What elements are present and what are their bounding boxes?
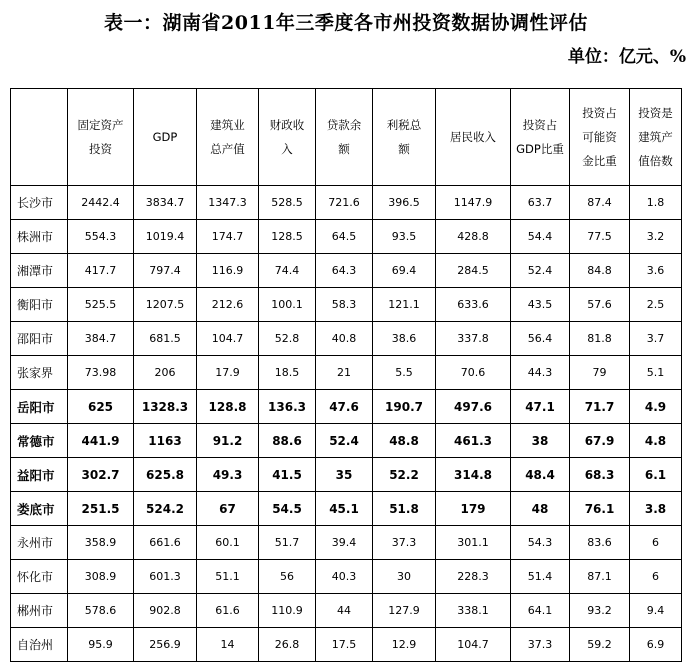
table-cell: 64.1 <box>511 594 570 628</box>
row-city-name: 衡阳市 <box>11 288 68 322</box>
table-cell: 41.5 <box>259 458 316 492</box>
column-header <box>630 89 682 186</box>
table-cell: 88.6 <box>259 424 316 458</box>
table-cell: 100.1 <box>259 288 316 322</box>
table-cell: 58.3 <box>316 288 373 322</box>
table-cell: 308.9 <box>68 560 134 594</box>
table-cell: 67 <box>197 492 259 526</box>
column-header-line: 固定资产 <box>77 118 124 132</box>
column-header-line: GDP比重 <box>516 142 564 156</box>
unit-label: 单位：亿元、% <box>567 47 686 67</box>
table-cell: 76.1 <box>570 492 630 526</box>
table-cell: 63.7 <box>511 186 570 220</box>
row-city-name: 湘潭市 <box>11 254 68 288</box>
table-row <box>11 526 682 560</box>
table-cell: 601.3 <box>134 560 197 594</box>
table-cell: 3834.7 <box>134 186 197 220</box>
table-cell: 9.4 <box>630 594 682 628</box>
table-row <box>11 288 682 322</box>
table-cell: 70.6 <box>436 356 511 390</box>
table-cell: 314.8 <box>436 458 511 492</box>
table-cell: 384.7 <box>68 322 134 356</box>
table-cell: 428.8 <box>436 220 511 254</box>
table-cell: 56 <box>259 560 316 594</box>
table-cell: 79 <box>570 356 630 390</box>
column-header <box>316 89 373 186</box>
column-header-line: 建筑产 <box>638 130 673 144</box>
table-cell: 358.9 <box>68 526 134 560</box>
table-cell: 525.5 <box>68 288 134 322</box>
column-header <box>68 89 134 186</box>
table-cell: 48.4 <box>511 458 570 492</box>
table-row <box>11 322 682 356</box>
table-cell: 93.2 <box>570 594 630 628</box>
table-cell: 64.5 <box>316 220 373 254</box>
table-cell: 83.6 <box>570 526 630 560</box>
table-cell: 6 <box>630 560 682 594</box>
table-cell: 127.9 <box>373 594 436 628</box>
table-cell: 51.7 <box>259 526 316 560</box>
table-cell: 256.9 <box>134 628 197 662</box>
table-cell: 81.8 <box>570 322 630 356</box>
table-cell: 301.1 <box>436 526 511 560</box>
table-cell: 59.2 <box>570 628 630 662</box>
table-row <box>11 424 682 458</box>
table-cell: 1207.5 <box>134 288 197 322</box>
column-header-line: GDP <box>152 130 178 144</box>
table-cell: 26.8 <box>259 628 316 662</box>
row-city-name: 株洲市 <box>11 220 68 254</box>
table-cell: 51.4 <box>511 560 570 594</box>
table-cell: 6.9 <box>630 628 682 662</box>
table-cell: 1.8 <box>630 186 682 220</box>
table-cell: 3.2 <box>630 220 682 254</box>
table-cell: 174.7 <box>197 220 259 254</box>
table-cell: 52.4 <box>511 254 570 288</box>
table-cell: 110.9 <box>259 594 316 628</box>
table-cell: 206 <box>134 356 197 390</box>
table-cell: 39.4 <box>316 526 373 560</box>
table-cell: 902.8 <box>134 594 197 628</box>
column-header-line: 值倍数 <box>638 154 673 168</box>
row-city-name: 长沙市 <box>11 186 68 220</box>
table-cell: 461.3 <box>436 424 511 458</box>
table-cell: 121.1 <box>373 288 436 322</box>
column-header-line: 可能资 <box>582 130 617 144</box>
column-header-line: 投资是 <box>638 106 673 120</box>
table-cell: 51.1 <box>197 560 259 594</box>
table-cell: 51.8 <box>373 492 436 526</box>
column-header-line: 投资占 <box>522 118 558 132</box>
table-row <box>11 628 682 662</box>
table-cell: 338.1 <box>436 594 511 628</box>
table-cell: 2442.4 <box>68 186 134 220</box>
table-cell: 524.2 <box>134 492 197 526</box>
table-cell: 44 <box>316 594 373 628</box>
table-row <box>11 356 682 390</box>
table-cell: 228.3 <box>436 560 511 594</box>
table-cell: 797.4 <box>134 254 197 288</box>
table-cell: 61.6 <box>197 594 259 628</box>
table-cell: 6 <box>630 526 682 560</box>
table-cell: 4.8 <box>630 424 682 458</box>
row-city-name: 娄底市 <box>11 492 68 526</box>
table-row <box>11 594 682 628</box>
column-header <box>436 89 511 186</box>
column-header-line: 总产值 <box>210 142 245 156</box>
column-header-line: 建筑业 <box>210 118 245 132</box>
table-cell: 67.9 <box>570 424 630 458</box>
column-header-line: 投资 <box>89 142 112 156</box>
investment-table <box>10 88 682 662</box>
table-cell: 625.8 <box>134 458 197 492</box>
column-header-line: 利税总 <box>386 118 422 132</box>
row-city-name: 永州市 <box>11 526 68 560</box>
table-cell: 396.5 <box>373 186 436 220</box>
table-cell: 1163 <box>134 424 197 458</box>
table-cell: 43.5 <box>511 288 570 322</box>
table-cell: 497.6 <box>436 390 511 424</box>
table-cell: 128.5 <box>259 220 316 254</box>
table-cell: 48 <box>511 492 570 526</box>
table-cell: 37.3 <box>511 628 570 662</box>
table-cell: 40.3 <box>316 560 373 594</box>
column-header <box>197 89 259 186</box>
table-cell: 681.5 <box>134 322 197 356</box>
table-cell: 251.5 <box>68 492 134 526</box>
table-cell: 2.5 <box>630 288 682 322</box>
table-cell: 35 <box>316 458 373 492</box>
table-cell: 56.4 <box>511 322 570 356</box>
header-cell-empty <box>11 89 68 186</box>
row-city-name: 邵阳市 <box>11 322 68 356</box>
column-header-line: 财政收 <box>269 118 305 132</box>
table-cell: 625 <box>68 390 134 424</box>
table-cell: 47.6 <box>316 390 373 424</box>
table-cell: 54.4 <box>511 220 570 254</box>
table-cell: 95.9 <box>68 628 134 662</box>
table-cell: 179 <box>436 492 511 526</box>
table-cell: 60.1 <box>197 526 259 560</box>
table-cell: 87.1 <box>570 560 630 594</box>
table-cell: 57.6 <box>570 288 630 322</box>
table-cell: 661.6 <box>134 526 197 560</box>
table-cell: 4.9 <box>630 390 682 424</box>
table-cell: 417.7 <box>68 254 134 288</box>
column-header <box>373 89 436 186</box>
table-row <box>11 220 682 254</box>
table-cell: 104.7 <box>436 628 511 662</box>
table-cell: 93.5 <box>373 220 436 254</box>
header-row <box>11 89 682 186</box>
row-city-name: 张家界 <box>11 356 68 390</box>
table-cell: 1147.9 <box>436 186 511 220</box>
row-city-name: 岳阳市 <box>11 390 68 424</box>
row-city-name: 郴州市 <box>11 594 68 628</box>
table-cell: 3.6 <box>630 254 682 288</box>
table-cell: 212.6 <box>197 288 259 322</box>
table-cell: 302.7 <box>68 458 134 492</box>
table-cell: 52.2 <box>373 458 436 492</box>
table-cell: 116.9 <box>197 254 259 288</box>
column-header-line: 贷款余 <box>326 118 362 132</box>
column-header <box>570 89 630 186</box>
table-cell: 17.5 <box>316 628 373 662</box>
table-cell: 17.9 <box>197 356 259 390</box>
table-cell: 5.5 <box>373 356 436 390</box>
table-cell: 12.9 <box>373 628 436 662</box>
table-cell: 1019.4 <box>134 220 197 254</box>
column-header-line: 额 <box>398 142 410 156</box>
table-cell: 190.7 <box>373 390 436 424</box>
table-cell: 71.7 <box>570 390 630 424</box>
table-cell: 73.98 <box>68 356 134 390</box>
table-cell: 74.4 <box>259 254 316 288</box>
table-cell: 38.6 <box>373 322 436 356</box>
table-cell: 528.5 <box>259 186 316 220</box>
table-cell: 84.8 <box>570 254 630 288</box>
table-cell: 87.4 <box>570 186 630 220</box>
table-cell: 284.5 <box>436 254 511 288</box>
table-cell: 47.1 <box>511 390 570 424</box>
column-header-line: 金比重 <box>582 154 617 168</box>
table-cell: 38 <box>511 424 570 458</box>
table-cell: 44.3 <box>511 356 570 390</box>
row-city-name: 常德市 <box>11 424 68 458</box>
table-cell: 52.8 <box>259 322 316 356</box>
table-row <box>11 390 682 424</box>
table-cell: 441.9 <box>68 424 134 458</box>
table-title: 表一：湖南省2011年三季度各市州投资数据协调性评估 <box>104 12 588 34</box>
table-cell: 40.8 <box>316 322 373 356</box>
table-cell: 104.7 <box>197 322 259 356</box>
table-row <box>11 254 682 288</box>
table-cell: 21 <box>316 356 373 390</box>
table-row <box>11 186 682 220</box>
table-cell: 578.6 <box>68 594 134 628</box>
table-cell: 721.6 <box>316 186 373 220</box>
table-row <box>11 492 682 526</box>
column-header <box>134 89 197 186</box>
table-cell: 68.3 <box>570 458 630 492</box>
row-city-name: 怀化市 <box>11 560 68 594</box>
table-cell: 633.6 <box>436 288 511 322</box>
table-cell: 54.3 <box>511 526 570 560</box>
table-cell: 48.8 <box>373 424 436 458</box>
column-header-line: 居民收入 <box>450 130 496 144</box>
column-header <box>259 89 316 186</box>
table-cell: 77.5 <box>570 220 630 254</box>
table-cell: 30 <box>373 560 436 594</box>
table-cell: 3.8 <box>630 492 682 526</box>
table-cell: 1328.3 <box>134 390 197 424</box>
table-cell: 37.3 <box>373 526 436 560</box>
table-cell: 91.2 <box>197 424 259 458</box>
table-cell: 45.1 <box>316 492 373 526</box>
table-cell: 52.4 <box>316 424 373 458</box>
column-header-line: 入 <box>281 142 293 156</box>
column-header <box>511 89 570 186</box>
table-body <box>11 186 682 662</box>
table-cell: 554.3 <box>68 220 134 254</box>
table-cell: 3.7 <box>630 322 682 356</box>
table-row <box>11 458 682 492</box>
table-cell: 1347.3 <box>197 186 259 220</box>
table-cell: 136.3 <box>259 390 316 424</box>
table-cell: 337.8 <box>436 322 511 356</box>
table-cell: 128.8 <box>197 390 259 424</box>
table-row <box>11 560 682 594</box>
table-cell: 64.3 <box>316 254 373 288</box>
column-header-line: 投资占 <box>582 106 617 120</box>
column-header-line: 额 <box>338 142 350 156</box>
table-cell: 18.5 <box>259 356 316 390</box>
table-cell: 54.5 <box>259 492 316 526</box>
table-cell: 69.4 <box>373 254 436 288</box>
table-cell: 5.1 <box>630 356 682 390</box>
table-cell: 49.3 <box>197 458 259 492</box>
table-cell: 6.1 <box>630 458 682 492</box>
row-city-name: 益阳市 <box>11 458 68 492</box>
row-city-name: 自治州 <box>11 628 68 662</box>
table-cell: 14 <box>197 628 259 662</box>
